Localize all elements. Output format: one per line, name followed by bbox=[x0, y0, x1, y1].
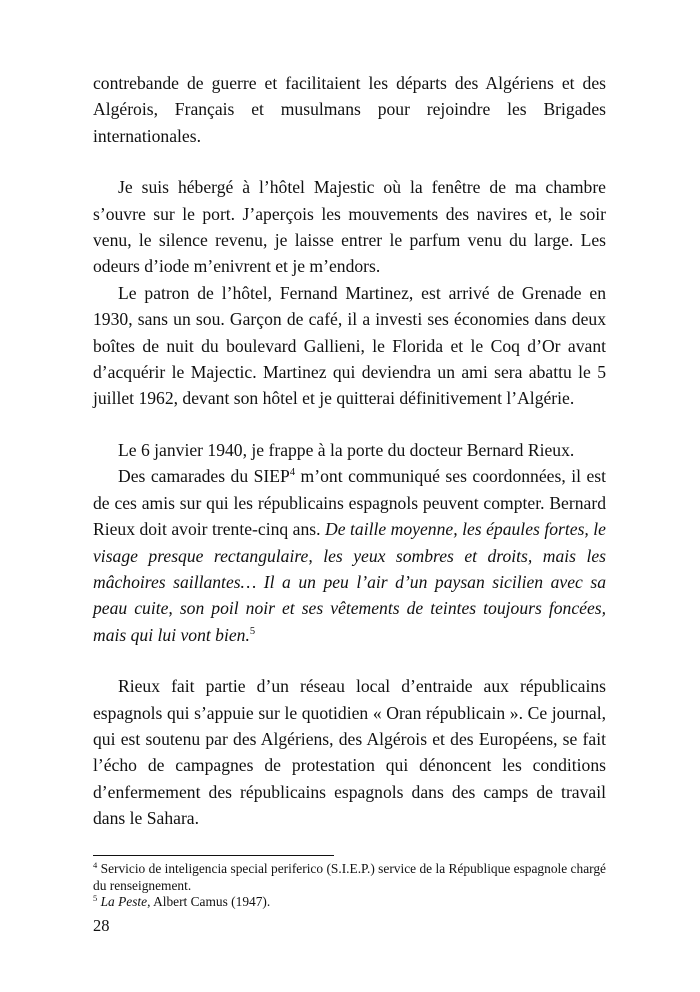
footnote-5 bbox=[93, 894, 606, 911]
page-number: 28 bbox=[93, 916, 110, 935]
footnotes bbox=[93, 861, 606, 911]
footnote-ref-5: 5 bbox=[249, 625, 256, 637]
paragraph-2: Je suis hébergé à l’hôtel Majestic où la fenêtre de ma chambre s’ouvre sur le port. J’aperçois les mouvements des navires et, le soir venu, le silence revenu, je laisse entrer le parfum venu du large. Les odeurs d’iode m’enivrent et je m’endors. bbox=[93, 177, 606, 277]
footnote-5-text: , Albert Camus (1947). bbox=[147, 894, 271, 909]
paragraph-3: Le patron de l’hôtel, Fernand Martinez, est arrivé de Grenade en 1930, sans un sou. Garçon de café, il a investi ses économies dans deux boîtes de nuit du boulevard Gallieni, le Florida et le Coq d’Or avant d’acquérir le Majectic. Martinez qui deviendra un ami sera abattu le 5 juillet 1962, devant son hôtel et je quitterai définitivement l’Algérie. bbox=[93, 282, 606, 409]
footnote-separator bbox=[93, 855, 334, 856]
paragraph-5-start: Des camarades du SIEP bbox=[118, 466, 290, 487]
footnote-4-marker: 4 bbox=[93, 860, 98, 870]
paragraph-4: Le 6 janvier 1940, je frappe à la porte du docteur Bernard Rieux. bbox=[118, 439, 575, 460]
body-text bbox=[93, 70, 606, 832]
footnote-5-title: La Peste bbox=[100, 894, 148, 909]
footnote-5-marker: 5 bbox=[93, 893, 98, 903]
paragraph-6: Rieux fait partie d’un réseau local d’entraide aux républicains espagnols qui s’appuie sur le quotidien « Oran républicain ». Ce journal, qui est soutenu par des Algériens, des Algérois et des Européens, se fait l’écho de campagnes de protestation qui dénoncent les conditions d’enfermement des républicains espagnols dans des camps de travail dans le Sahara. bbox=[93, 676, 606, 829]
paragraph-5 bbox=[93, 463, 606, 648]
quotation-italic: De taille moyenne, les épaules fortes, le visage presque rectangulaire, les yeux sombres et droits, mais les mâchoires saillantes… Il a un peu l’air d’un paysan sicilien avec sa peau cuite, son poil noir et ses vêtements de teintes toujours foncées, mais qui lui vont bien. bbox=[93, 519, 606, 645]
paragraph-1: contrebande de guerre et facilitaient les départs des Algériens et des Algérois, Français et musulmans pour rejoindre les Brigades internationales. bbox=[93, 73, 606, 146]
footnote-4 bbox=[93, 861, 606, 894]
footnote-4-text: Servicio de inteligencia special periferico (S.I.E.P.) service de la République espagnole chargé du renseignement. bbox=[93, 861, 606, 893]
paragraph-5-middle: m’ont communiqué ses coordonnées, il est de ces amis sur qui les républicains espagnols peuvent compter. Bernard Rieux doit avoir trente-cinq ans. bbox=[93, 466, 606, 540]
footnote-ref-4: 4 bbox=[289, 467, 296, 479]
